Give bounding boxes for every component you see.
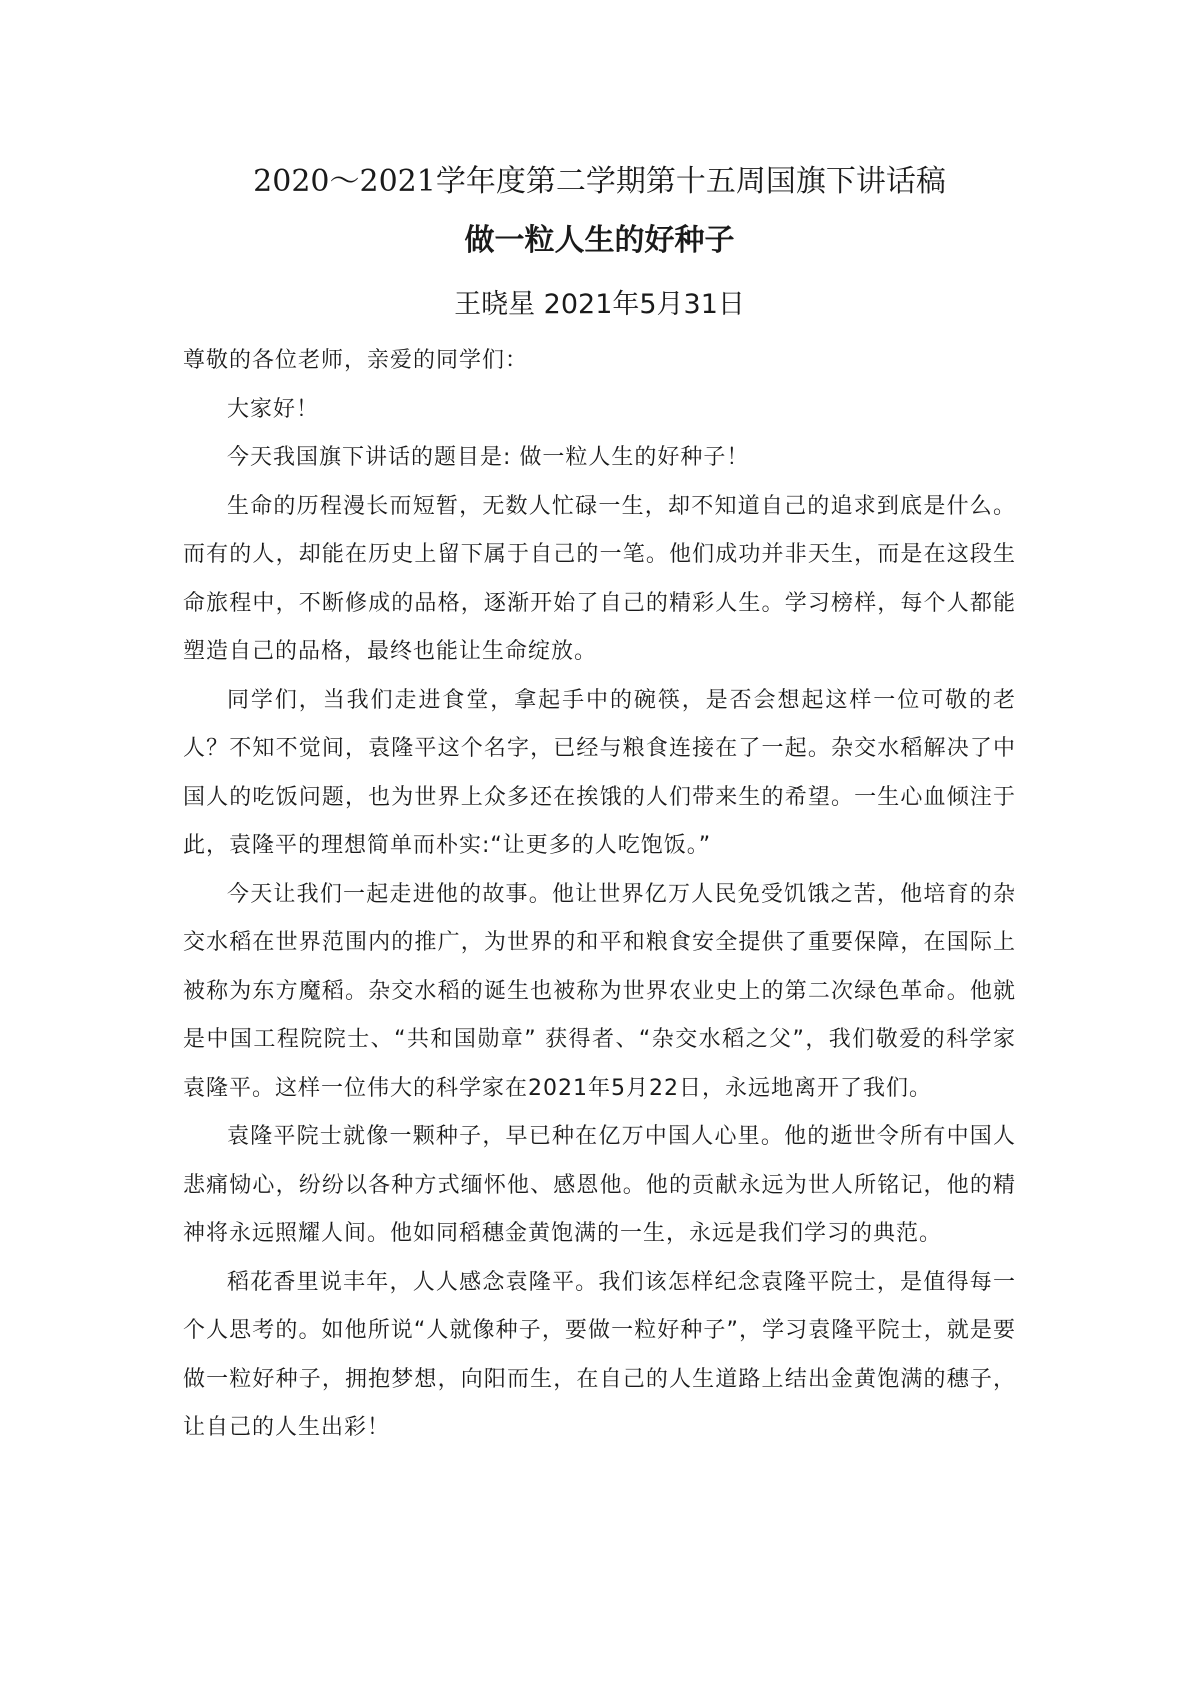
- paragraph-canteen: 同学们，当我们走进食堂，拿起手中的碗筷，是否会想起这样一位可敬的老人？不知不觉间，袁隆平这个名字，已经与粮食连接在了一起。杂交水稻解决了中国人的吃饭问题，也为世界上众多还在挨饿的人们带来生的希望。一生心血倾注于此，袁隆平的理想简单而朴实:“让更多的人吃饱饭。”: [183, 687, 1016, 858]
- speech-body: [183, 337, 1016, 1453]
- author-date-line: 王晓星 2021年5月31日: [454, 289, 745, 320]
- paragraph-life: 生命的历程漫长而短暂，无数人忙碌一生，却不知道自己的追求到底是什么。而有的人，却能在历史上留下属于自己的一笔。他们成功并非天生，而是在这段生命旅程中，不断修成的品格，逐渐开始了自己的精彩人生。学习榜样，每个人都能塑造自己的品格，最终也能让生命绽放。: [183, 493, 1016, 664]
- salutation: 尊敬的各位老师，亲爱的同学们：: [183, 348, 529, 373]
- paragraph-seed: 袁隆平院士就像一颗种子，早已种在亿万中国人心里。他的逝世令所有中国人悲痛恸心，纷纷以各种方式缅怀他、感恩他。他的贡献永远为世人所铭记，他的精神将永远照耀人间。他如同稻穗金黄饱满的一生，永远是我们学习的典范。: [183, 1124, 1016, 1246]
- paragraph-topic: 今天我国旗下讲话的题目是: 做一粒人生的好种子！: [227, 445, 750, 470]
- paragraph-greeting: 大家好！: [227, 396, 320, 422]
- document-heading: 2020～2021学年度第二学期第十五周国旗下讲话稿: [253, 164, 946, 199]
- paragraph-story: 今天让我们一起走进他的故事。他让世界亿万人民免受饥饿之苦，他培育的杂交水稻在世界范围内的推广，为世界的和平和粮食安全提供了重要保障，在国际上被称为东方魔稻。杂交水稻的诞生也被称为世界农业史上的第二次绿色革命。他就是中国工程院院士、“共和国勋章” 获得者、“杂交水稻之父”，我们敬爱的科学家袁隆平。这样一位伟大的科学家在2021年5月22日，永远地离开了我们。: [183, 881, 1016, 1101]
- speech-title: 做一粒人生的好种子: [464, 223, 735, 258]
- paragraph-closing: 稻花香里说丰年，人人感念袁隆平。我们该怎样纪念袁隆平院士，是值得每一个人思考的。如他所说“人就像种子，要做一粒好种子”，学习袁隆平院士，就是要做一粒好种子，拥抱梦想，向阳而生，在自己的人生道路上结出金黄饱满的穗子，让自己的人生出彩！: [183, 1269, 1016, 1440]
